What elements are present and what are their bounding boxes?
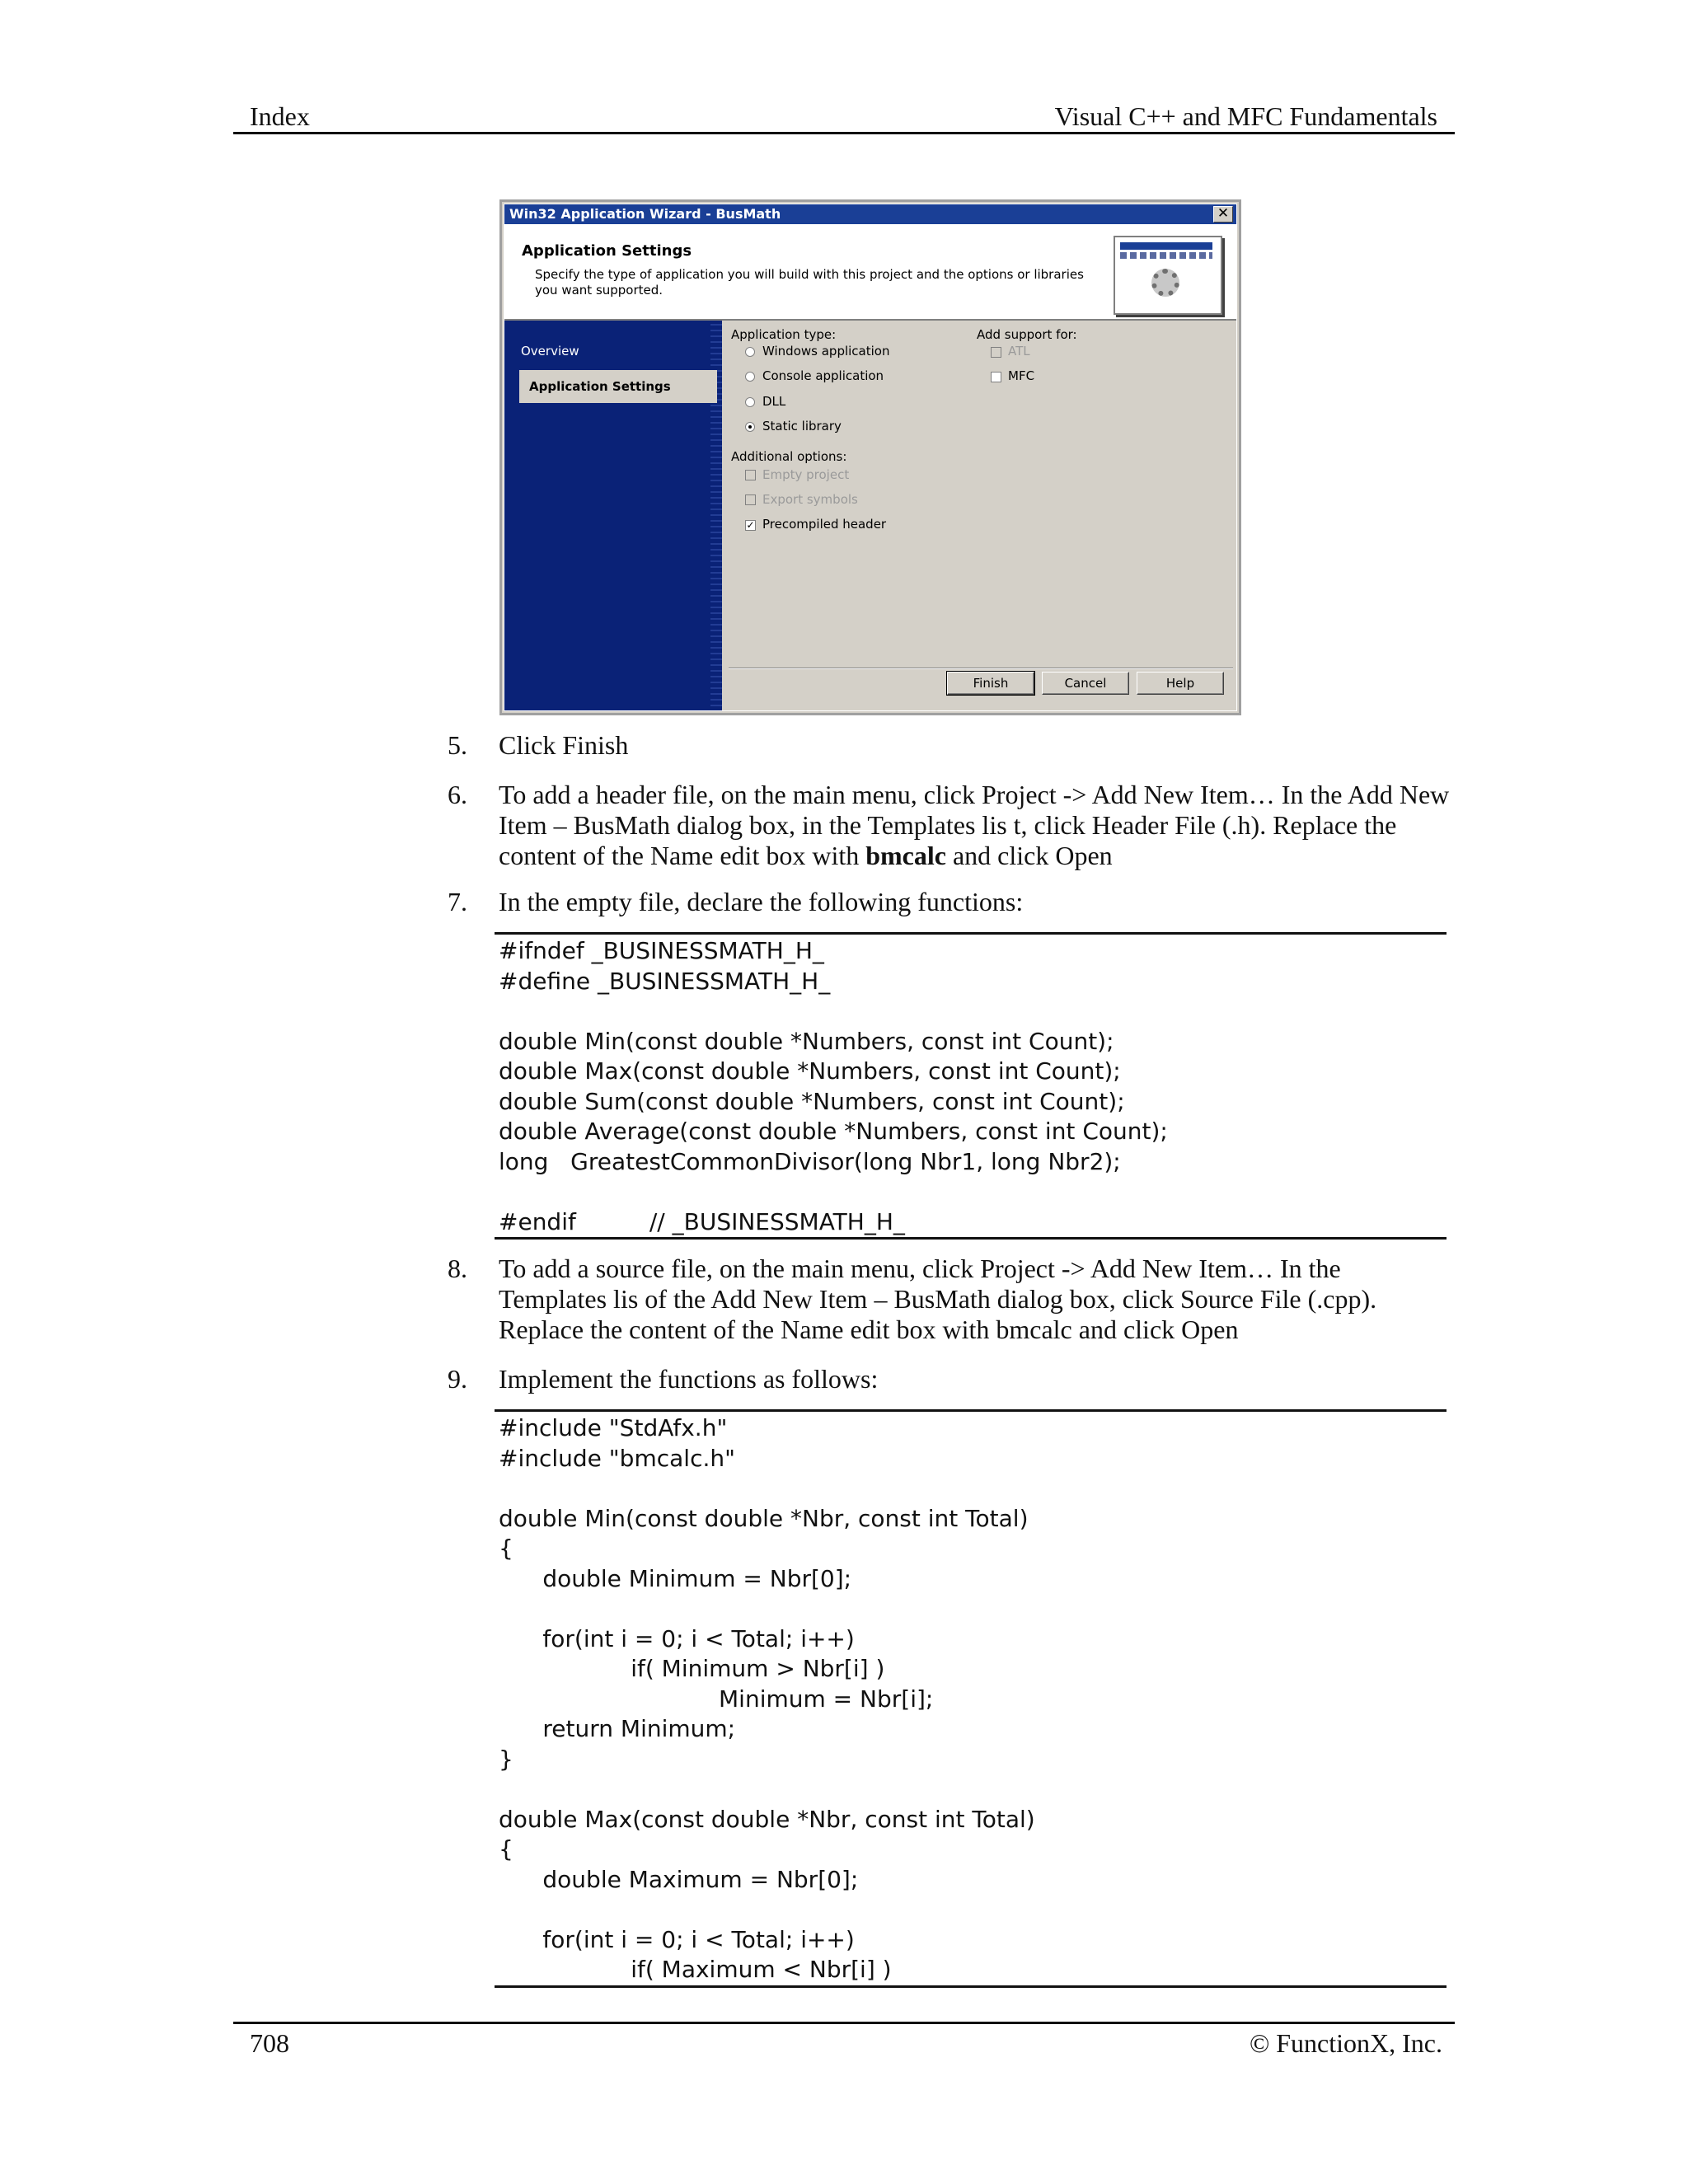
footer-rule	[233, 2022, 1455, 2024]
checkbox-export-symbols-label: Export symbols	[762, 492, 858, 507]
radio-windows-application[interactable]	[745, 347, 755, 357]
step-number: 7.	[448, 887, 467, 916]
radio-console-application[interactable]	[745, 372, 755, 382]
button-separator	[729, 668, 1233, 669]
banner-window-titlebar	[1120, 242, 1212, 250]
step-text: Implement the functions as follows:	[499, 1364, 879, 1394]
checkbox-precompiled-header[interactable]: ✓	[746, 519, 755, 531]
code-block-header: #ifndef _BUSINESSMATH_H_ #define _BUSINESSMATH_H_ double Min(const double *Numbers, const int Count); double Max(const double *Numbers, const int Count); double Sum(const double *Numbers, const int Count); double Average(const double *Numbers, const int Count); long GreatestCommonDivisor(long Nbr1, long Nbr2); #endif // _BUSINESSMATH_H_	[499, 937, 1168, 1235]
checkbox-precompiled-header-label[interactable]: Precompiled header	[762, 517, 887, 532]
additional-options-label: Additional options:	[731, 449, 847, 464]
checkbox-mfc-label[interactable]: MFC	[1008, 368, 1035, 383]
radio-dll[interactable]	[745, 397, 755, 407]
step-text: In the empty file, declare the following functions:	[499, 887, 1024, 916]
step-text	[499, 780, 1455, 871]
dialog-title: Win32 Application Wizard - BusMath	[509, 206, 781, 222]
banner-toolbar	[1120, 252, 1212, 259]
dialog-header-panel	[504, 224, 1236, 321]
finish-button[interactable]: Finish	[947, 672, 1034, 695]
radio-dll-label[interactable]: DLL	[762, 394, 786, 409]
page-header-right: Visual C++ and MFC Fundamentals	[1054, 101, 1437, 131]
step-text-part: To add a header file, on the main menu, click Project -> Add New Item… In the Add New Item – BusMath dialog box, in the Templates lis t, click Header File (.h). Replace the content of the Name edit box with	[499, 780, 1450, 870]
header-rule	[233, 132, 1455, 134]
checkbox-empty-project-label: Empty project	[762, 467, 850, 482]
code-rule-bottom	[495, 1237, 1447, 1240]
dialog-titlebar[interactable]	[504, 204, 1236, 224]
radio-windows-application-label[interactable]: Windows application	[762, 344, 890, 359]
code-block-source: #include "StdAfx.h" #include "bmcalc.h" double Min(const double *Nbr, const int Total) { double Minimum = Nbr[0]; for(int i = 0; i < Total; i++) if( Minimum > Nbr[i] ) Minimum = Nbr[i]; return Minimum; } double Max(const double *Nbr, const int Total) { double Maximum = Nbr[0]; for(int i = 0; i < Total; i++) if( Maximum < Nbr[i] )	[499, 1414, 1035, 1983]
page-header-left: Index	[250, 101, 310, 131]
step-text: Click Finish	[499, 730, 629, 760]
wizard-banner-icon	[1114, 236, 1222, 315]
wizard-dialog	[499, 199, 1241, 715]
checkbox-atl[interactable]	[991, 347, 1001, 358]
step-number: 5.	[448, 730, 467, 760]
cancel-button[interactable]: Cancel	[1042, 672, 1129, 695]
page-number: 708	[250, 2028, 289, 2058]
radio-static-library-label[interactable]: Static library	[762, 419, 842, 434]
application-type-label: Application type:	[731, 327, 837, 342]
dialog-heading: Application Settings	[522, 242, 692, 260]
checkbox-mfc[interactable]	[991, 372, 1001, 382]
step-number: 6.	[448, 780, 467, 809]
radio-static-library[interactable]	[745, 422, 755, 432]
copyright: © FunctionX, Inc.	[1249, 2028, 1442, 2058]
checkbox-export-symbols[interactable]	[745, 494, 756, 505]
checkbox-empty-project[interactable]	[745, 470, 756, 480]
code-rule-bottom	[495, 1985, 1447, 1988]
code-rule-top	[495, 1409, 1447, 1412]
step-number: 8.	[448, 1254, 467, 1283]
radio-console-application-label[interactable]: Console application	[762, 368, 884, 383]
gear-icon	[1151, 269, 1179, 297]
step-number: 9.	[448, 1364, 467, 1394]
nav-item-overview[interactable]: Overview	[521, 344, 579, 359]
close-icon[interactable]: ✕	[1213, 206, 1233, 223]
step-text: To add a source file, on the main menu, click Project -> Add New Item… In the Templates lis of the Add New Item – BusMath dialog box, click Source File (.cpp). Replace the content of the Name edit box with bmcalc and click Open	[499, 1254, 1377, 1344]
step-text-bold: bmcalc	[865, 841, 946, 870]
code-rule-top	[495, 932, 1447, 935]
dialog-description: Specify the type of application you will build with this project and the options or libraries you want supported.	[535, 267, 1084, 298]
checkbox-atl-label: ATL	[1008, 344, 1030, 359]
nav-item-application-settings[interactable]: Application Settings	[519, 370, 717, 403]
add-support-label: Add support for:	[977, 327, 1077, 342]
wizard-nav-pane	[504, 321, 722, 710]
help-button[interactable]: Help	[1137, 672, 1224, 695]
step-text-part: and click Open	[945, 841, 1113, 870]
